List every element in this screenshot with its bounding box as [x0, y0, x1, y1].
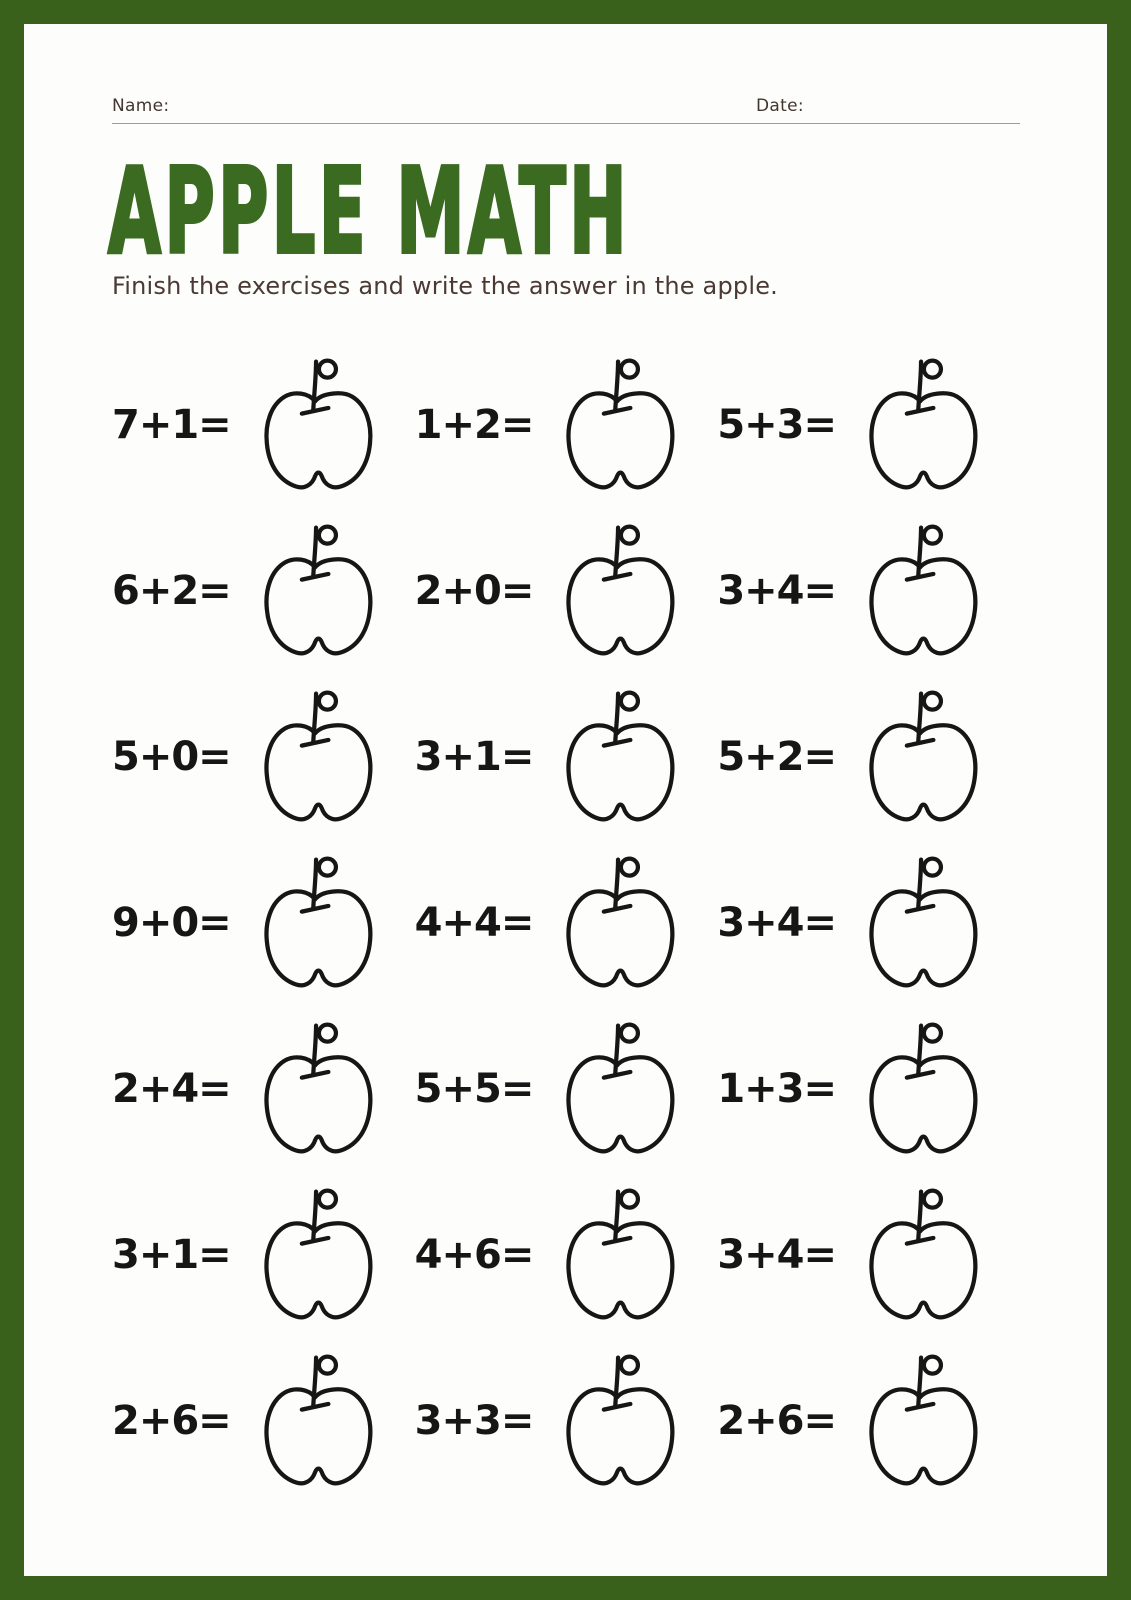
exercise-cell [415, 674, 718, 840]
apple-outline-icon [561, 1018, 677, 1160]
worksheet-page [24, 24, 1107, 1576]
exercise-expression: 5+5= [414, 1066, 534, 1113]
exercise-cell [717, 342, 1020, 508]
exercise-cell [112, 1006, 415, 1172]
apple-outline-icon [259, 1018, 375, 1160]
exercise-cell [415, 342, 718, 508]
apple-outline-icon [864, 1018, 980, 1160]
exercise-expression: 3+1= [112, 1232, 231, 1279]
exercise-cell [112, 1172, 415, 1338]
apple-outline-icon [561, 686, 677, 828]
exercise-expression: 2+6= [112, 1398, 231, 1445]
exercise-expression: 1+2= [414, 402, 534, 449]
exercise-cell [717, 508, 1020, 674]
apple-outline-icon [561, 1184, 677, 1326]
date-label: Date: [756, 96, 804, 116]
page-title: APPLE MATH [108, 142, 631, 280]
exercise-cell [415, 1338, 718, 1504]
exercise-expression: 3+1= [414, 734, 534, 781]
exercise-cell [112, 508, 415, 674]
apple-outline-icon [561, 1350, 677, 1492]
exercise-cell [112, 674, 415, 840]
apple-outline-icon [561, 520, 677, 662]
exercise-cell [415, 840, 718, 1006]
exercise-expression: 2+6= [717, 1398, 837, 1445]
exercise-cell [717, 840, 1020, 1006]
exercise-cell [415, 508, 718, 674]
apple-outline-icon [864, 520, 980, 662]
exercise-expression: 1+3= [717, 1066, 837, 1113]
apple-outline-icon [864, 1184, 980, 1326]
apple-outline-icon [259, 1350, 375, 1492]
exercise-cell [112, 840, 415, 1006]
name-date-header [112, 96, 1020, 124]
exercise-cell [112, 342, 415, 508]
name-label: Name: [112, 96, 170, 116]
exercise-expression: 9+0= [112, 900, 231, 947]
apple-outline-icon [561, 354, 677, 496]
instructions-text: Finish the exercises and write the answer in the apple. [112, 272, 778, 301]
exercise-expression: 5+0= [112, 734, 231, 781]
exercise-expression: 3+4= [717, 900, 837, 947]
exercise-expression: 4+6= [414, 1232, 534, 1279]
apple-outline-icon [259, 686, 375, 828]
exercise-expression: 5+2= [717, 734, 837, 781]
apple-outline-icon [259, 852, 375, 994]
apple-outline-icon [259, 354, 375, 496]
apple-outline-icon [259, 520, 375, 662]
apple-outline-icon [864, 686, 980, 828]
apple-outline-icon [864, 354, 980, 496]
exercise-expression: 3+3= [414, 1398, 534, 1445]
exercise-cell [717, 1172, 1020, 1338]
apple-outline-icon [864, 852, 980, 994]
exercise-cell [717, 674, 1020, 840]
exercise-cell [717, 1338, 1020, 1504]
exercise-expression: 7+1= [112, 402, 231, 449]
exercise-expression: 5+3= [717, 402, 837, 449]
exercise-expression: 2+0= [414, 568, 534, 615]
exercise-expression: 4+4= [414, 900, 534, 947]
exercise-cell [717, 1006, 1020, 1172]
apple-outline-icon [259, 1184, 375, 1326]
exercise-cell [112, 1338, 415, 1504]
exercise-expression: 3+4= [717, 1232, 837, 1279]
exercise-cell [415, 1006, 718, 1172]
exercise-expression: 2+4= [112, 1066, 231, 1113]
exercise-expression: 6+2= [112, 568, 231, 615]
exercise-cell [415, 1172, 718, 1338]
exercise-grid [112, 342, 1020, 1504]
apple-outline-icon [561, 852, 677, 994]
exercise-expression: 3+4= [717, 568, 837, 615]
apple-outline-icon [864, 1350, 980, 1492]
